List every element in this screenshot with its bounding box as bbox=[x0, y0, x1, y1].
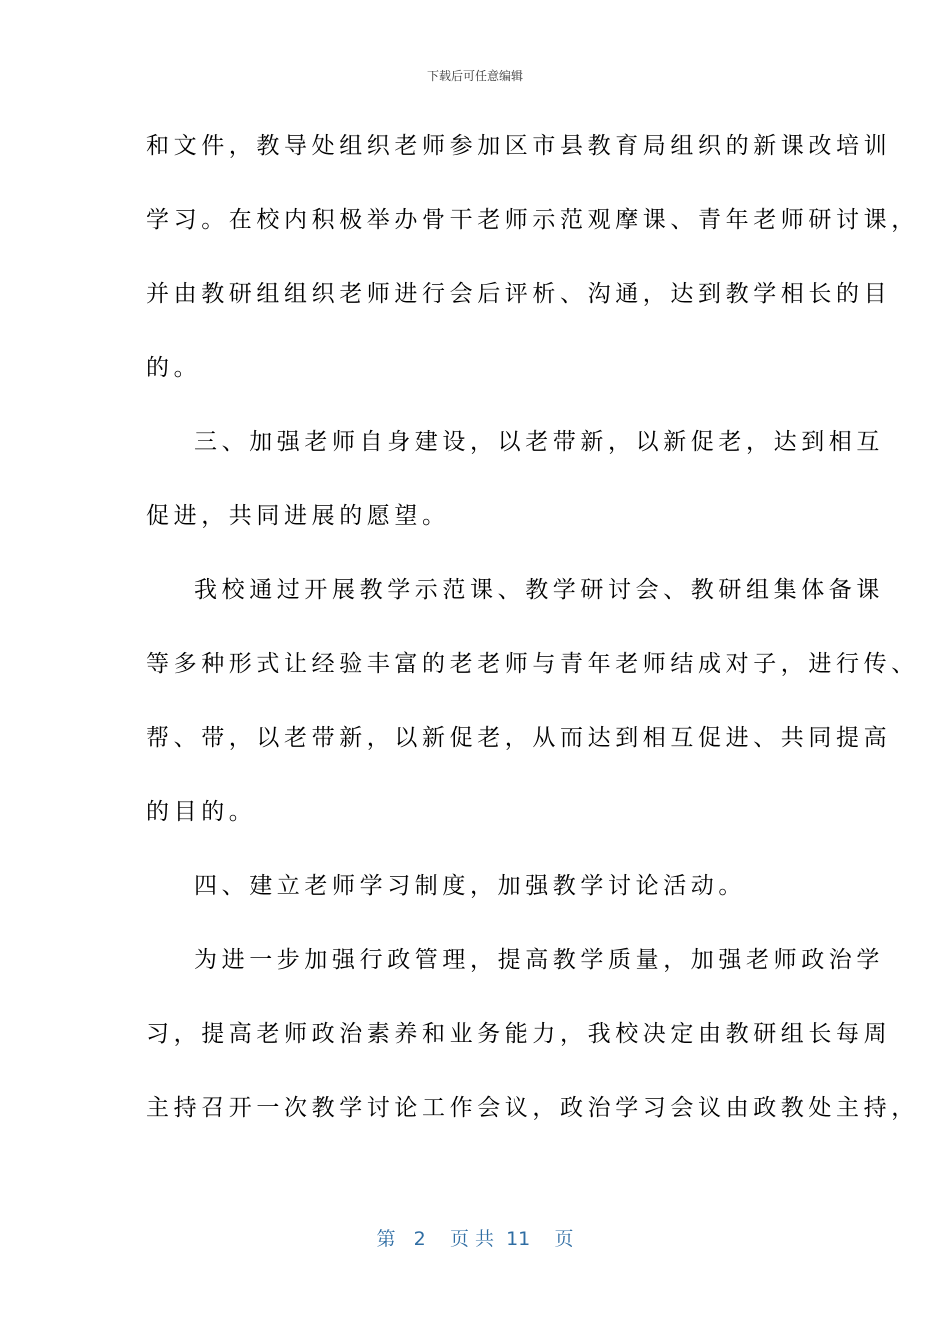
text-line: 学习。在校内积极举办骨干老师示范观摩课、青年老师研讨课， bbox=[146, 207, 919, 233]
footer-total-pages: 11 bbox=[506, 1228, 531, 1250]
footer-page-label: 第 bbox=[376, 1228, 396, 1250]
text-line: 并由教研组组织老师进行会后评析、沟通，达到教学相长的目 bbox=[146, 281, 892, 307]
text-line: 和文件，教导处组织老师参加区市县教育局组织的新课改培训 bbox=[146, 133, 892, 159]
paragraph-start-line: 我校通过开展教学示范课、教学研讨会、教研组集体备课 bbox=[194, 577, 884, 603]
section-heading-line: 三、加强老师自身建设，以老带新，以新促老，达到相互 bbox=[194, 429, 884, 455]
text-line: 习，提高老师政治素养和业务能力，我校决定由教研组长每周 bbox=[146, 1021, 892, 1047]
footer-end-label: 页 bbox=[554, 1228, 574, 1250]
footer-total-label: 页 共 bbox=[449, 1228, 494, 1250]
text-line: 促进，共同进展的愿望。 bbox=[146, 503, 450, 529]
page-header: 下载后可任意编辑 bbox=[426, 69, 523, 83]
text-line: 的目的。 bbox=[146, 799, 257, 825]
text-line: 的。 bbox=[146, 355, 202, 381]
footer-current-page: 2 bbox=[413, 1228, 426, 1250]
text-line: 等多种形式让经验丰富的老老师与青年老师结成对子，进行传、 bbox=[146, 651, 919, 677]
paragraph-start-line: 为进一步加强行政管理，提高教学质量，加强老师政治学 bbox=[194, 947, 884, 973]
text-line: 帮、带，以老带新，以新促老，从而达到相互促进、共同提高 bbox=[146, 725, 892, 751]
text-line: 主持召开一次教学讨论工作会议，政治学习会议由政教处主持， bbox=[146, 1095, 919, 1121]
section-heading-line: 四、建立老师学习制度，加强教学讨论活动。 bbox=[194, 873, 746, 899]
page-footer bbox=[0, 1226, 950, 1252]
